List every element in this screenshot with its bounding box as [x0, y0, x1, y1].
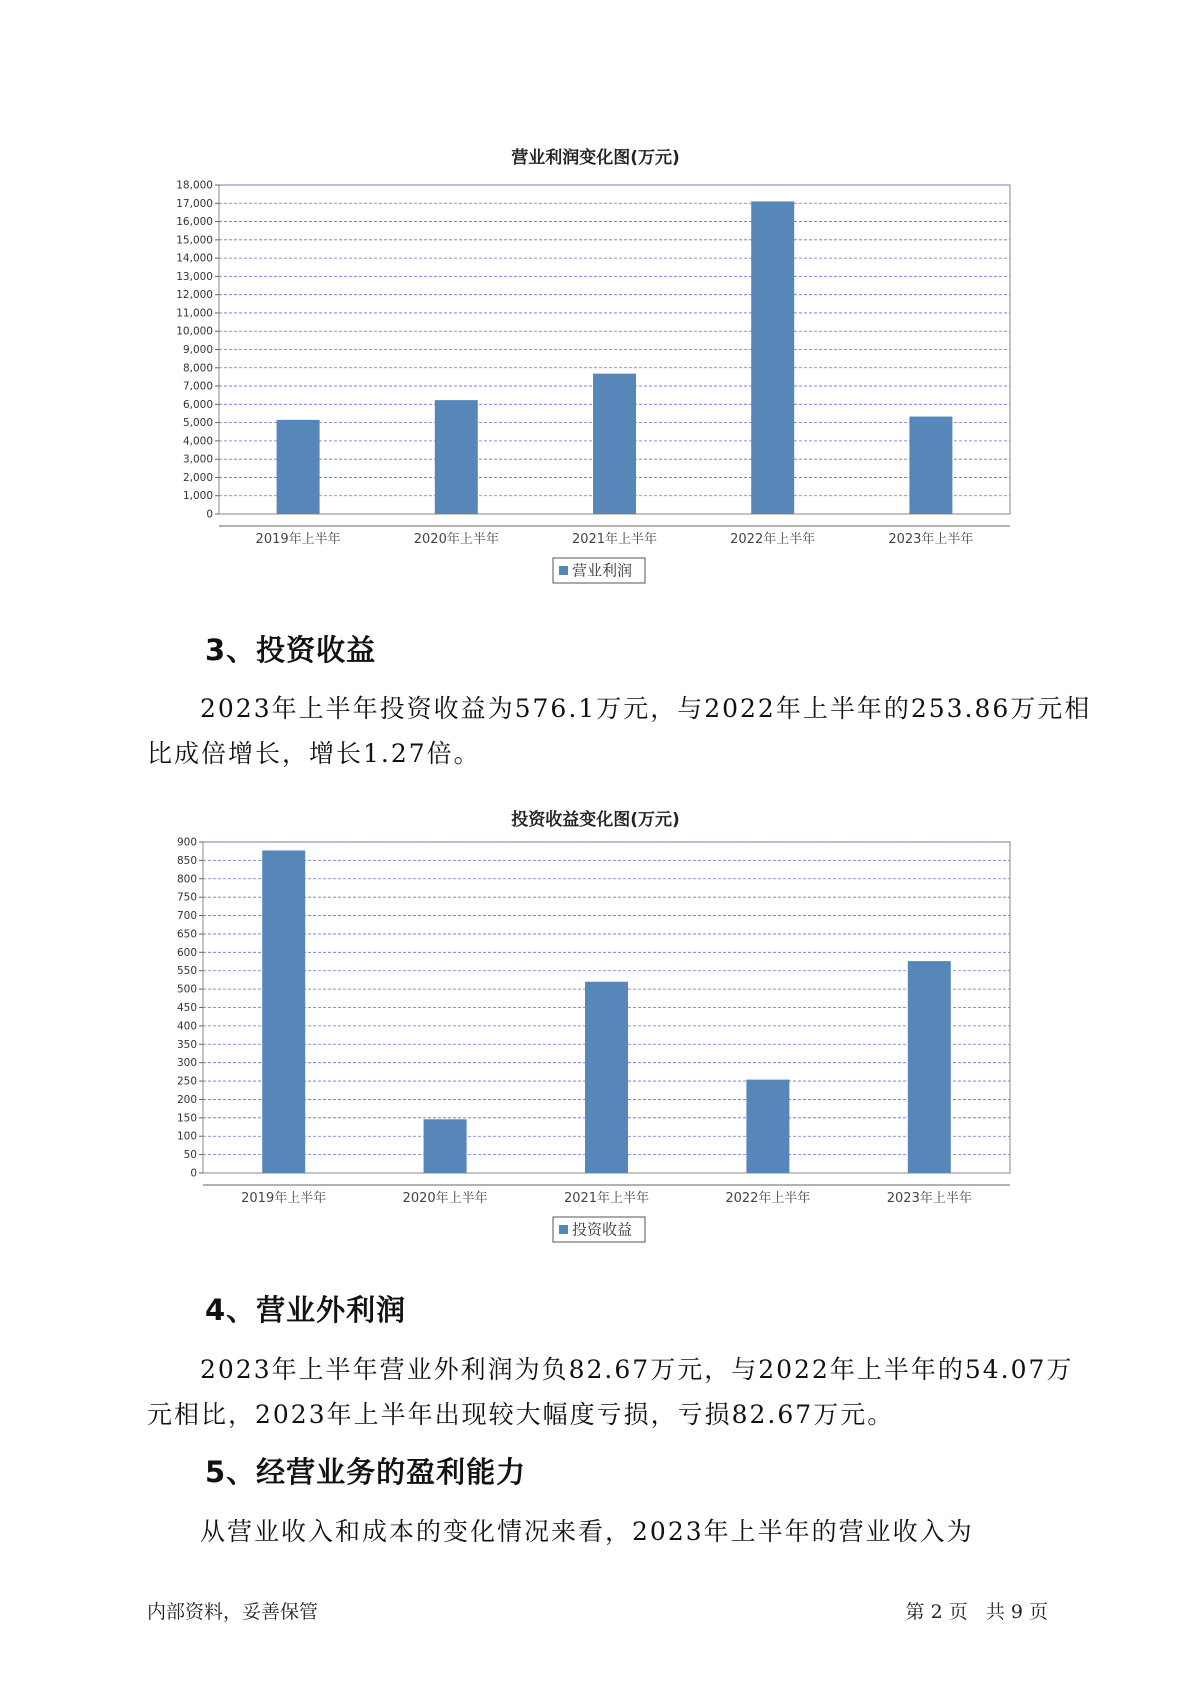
bar: [751, 201, 794, 514]
y-tick-label: 15,000: [176, 234, 213, 247]
y-tick-label: 750: [176, 891, 197, 904]
y-tick-label: 12,000: [176, 289, 213, 302]
section4-line1: 2023年上半年营业外利润为负82.67万元，与2022年上半年的54.07万: [200, 1355, 1074, 1384]
section4-heading: 4、营业外利润: [205, 1293, 407, 1327]
y-tick-label: 500: [176, 983, 197, 996]
y-tick-label: 9,000: [182, 344, 213, 356]
y-tick-label: 0: [206, 508, 213, 521]
y-tick-label: 200: [176, 1093, 197, 1106]
x-tick-label: 2023年上半年: [886, 1191, 972, 1206]
x-tick-label: 2021年上半年: [563, 1191, 650, 1206]
section3-line1: 2023年上半年投资收益为576.1万元，与2022年上半年的253.86万元相: [200, 694, 1092, 723]
y-tick-label: 18,000: [176, 179, 213, 192]
legend-label: 投资收益: [572, 1220, 633, 1239]
y-tick-label: 900: [176, 836, 197, 849]
bar: [424, 1119, 467, 1173]
x-tick-label: 2020年上半年: [413, 532, 499, 547]
x-tick-label: 2019年上半年: [255, 532, 341, 547]
bar: [262, 850, 305, 1173]
bar: [435, 400, 478, 514]
y-tick-label: 3,000: [182, 453, 213, 466]
chart2-title: 投资收益变化图(万元): [511, 810, 680, 830]
y-tick-label: 150: [176, 1112, 197, 1125]
y-tick-label: 7,000: [182, 380, 213, 393]
bar: [277, 420, 320, 514]
section5-heading: 5、经营业务的盈利能力: [205, 1455, 527, 1489]
y-tick-label: 600: [176, 946, 197, 959]
legend-swatch: [559, 1225, 568, 1234]
y-tick-label: 250: [176, 1075, 197, 1088]
y-tick-label: 350: [176, 1038, 197, 1051]
y-tick-label: 13,000: [176, 270, 213, 283]
x-tick-label: 2022年上半年: [730, 532, 816, 547]
y-tick-label: 100: [176, 1130, 197, 1143]
y-tick-label: 800: [176, 873, 197, 886]
y-tick-label: 400: [176, 1020, 197, 1033]
x-tick-label: 2022年上半年: [725, 1191, 811, 1206]
y-tick-label: 8,000: [182, 362, 213, 375]
x-tick-label: 2021年上半年: [571, 532, 658, 547]
operating-profit-chart: [0, 170, 1191, 620]
bar: [908, 961, 951, 1173]
bar: [585, 982, 628, 1173]
y-tick-label: 4,000: [182, 435, 213, 448]
y-tick-label: 300: [176, 1057, 197, 1070]
y-tick-label: 650: [176, 928, 197, 941]
y-tick-label: 50: [183, 1149, 197, 1162]
y-tick-label: 550: [176, 965, 197, 978]
y-tick-label: 2,000: [182, 471, 213, 484]
x-tick-label: 2019年上半年: [241, 1191, 327, 1206]
y-tick-label: 11,000: [176, 307, 213, 320]
section4-line2: 元相比，2023年上半年出现较大幅度亏损，亏损82.67万元。: [147, 1400, 895, 1429]
footer-confidential: 内部资料，妥善保管: [147, 1601, 319, 1623]
y-tick-label: 1,000: [182, 490, 213, 503]
x-tick-label: 2020年上半年: [402, 1191, 488, 1206]
section5-line1: 从营业收入和成本的变化情况来看，2023年上半年的营业收入为: [200, 1517, 974, 1546]
legend-swatch: [559, 566, 568, 575]
y-tick-label: 6,000: [182, 398, 213, 411]
y-tick-label: 5,000: [182, 417, 213, 430]
y-tick-label: 450: [176, 1002, 197, 1014]
x-tick-label: 2023年上半年: [888, 532, 974, 547]
bar: [746, 1080, 789, 1173]
bar: [593, 374, 636, 514]
y-tick-label: 17,000: [176, 197, 213, 210]
y-tick-label: 0: [190, 1167, 197, 1180]
footer-page-number: 第 2 页 共 9 页: [905, 1601, 1048, 1623]
chart1-title: 营业利润变化图(万元): [511, 148, 680, 168]
y-tick-label: 700: [176, 910, 197, 923]
section3-heading: 3、投资收益: [205, 633, 377, 667]
y-tick-label: 10,000: [176, 325, 213, 338]
legend-label: 营业利润: [572, 561, 633, 580]
bar: [909, 417, 952, 514]
investment-income-chart: [0, 830, 1191, 1250]
y-tick-label: 16,000: [176, 216, 213, 229]
y-tick-label: 14,000: [176, 252, 213, 265]
y-tick-label: 850: [176, 854, 197, 867]
section3-line2: 比成倍增长，增长1.27倍。: [147, 739, 481, 768]
